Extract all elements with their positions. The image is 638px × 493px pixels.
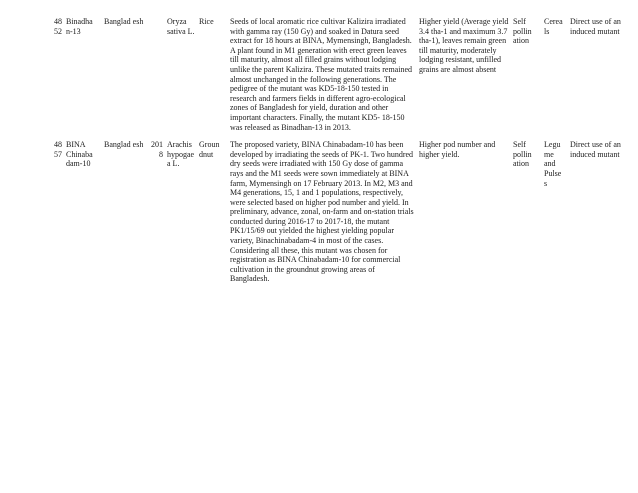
table-row: [54, 17, 626, 132]
cell-category: Cerea ls: [544, 17, 563, 36]
cell-year: 2018: [151, 140, 163, 159]
cell-crop: Rice: [199, 17, 214, 26]
cell-country: Banglad esh: [104, 17, 144, 26]
cell-scientific-name: Oryza sativa L.: [167, 17, 195, 36]
cell-characters: Higher pod number and higher yield.: [419, 140, 496, 159]
cell-pollination: Self pollin ation: [513, 140, 532, 169]
cell-id: 4852: [54, 17, 62, 36]
cell-description: Seeds of local aromatic rice cultivar Kalizira irradiated with gamma ray (150 Gy) and soaked in Datura seed extract for 18 hours at BINA, Mymensingh, Bangladesh. A plant found in M1 generation with erect green leaves till maturity, almost all filled grains without lodging unlike the parent Kalizira. These mutated traits remained almost unchanged in the following generations. The pedigree of the mutant was KD5-18-150 tested in research and farmers fields in different agro-ecological zones of Bangladesh for yield, duration and other important characters. Finally, the mutant KD5- 18-150 was released as Binadhan-13 in 2013.: [230, 17, 413, 132]
cell-crop: Groun dnut: [199, 140, 220, 159]
table-row: [54, 132, 626, 284]
cell-pollination: Self pollin ation: [513, 17, 532, 46]
cell-characters: Higher yield (Average yield 3.4 tha-1 and maximum 3.7 tha-1), leaves remain green till maturity, moderately lodging resistant, unfilled grains are almost absent: [419, 17, 509, 74]
cell-description: The proposed variety, BINA Chinabadam-10 has been developed by irradiating the seeds of PK-1. Two hundred dry seeds were irradiated with 150 Gy dose of gamma rays and the M1 seeds were sown immediately at BINA farm, Mymensingh on 17 February 2013. In M2, M3 and M4 generations, 15, 1 and 1 populations, respectively, were selected based on higher pod number and yield. In preliminary, advance, zonal, on-farm and on-station trials conducted during 2016-17 to 2017-18, the mutant PK1/15/69 out yielded the highest yielding popular variety, Binachinabadam-4 in most of the cases. Considering all these, this mutant was chosen for registration as BINA Chinabadam-10 for commercial cultivation in the groundnut growing areas of Bangladesh.: [230, 140, 414, 284]
cell-scientific-name: Arachis hypogaea L.: [167, 140, 195, 169]
cell-category: Legu me and Pulse s: [544, 140, 562, 188]
mutant-varieties-table: [54, 17, 626, 284]
cell-year: [148, 17, 167, 132]
cell-id: 4857: [54, 140, 62, 159]
cell-country: Banglad esh: [104, 140, 144, 150]
cell-mutant-type: Direct use of an induced mutant: [570, 17, 621, 36]
cell-variety-name: Binadha n-13: [66, 17, 93, 36]
cell-variety-name: BINA Chinaba dam-10: [66, 140, 93, 169]
cell-mutant-type: Direct use of an induced mutant: [570, 140, 621, 159]
